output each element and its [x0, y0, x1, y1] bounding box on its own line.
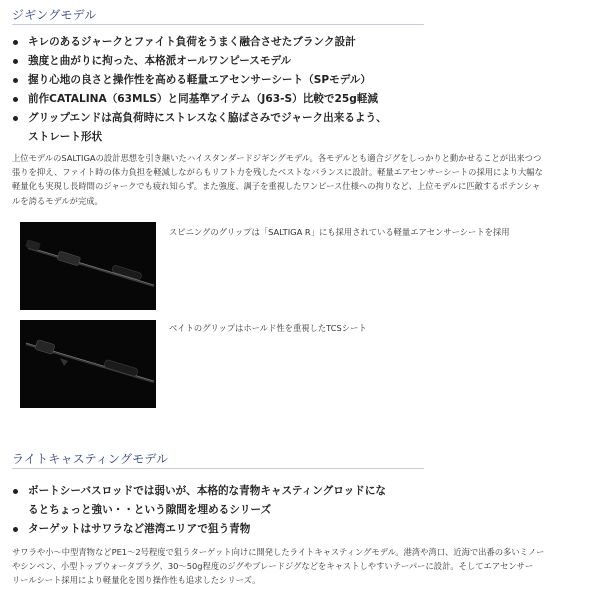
bullet-icon	[13, 78, 18, 83]
bullet-icon	[13, 527, 18, 532]
list-item	[12, 52, 387, 71]
bait-grip-caption: ベイトのグリップはホールド性を重視したTCSシート	[169, 323, 367, 333]
list-item	[12, 520, 386, 539]
section-divider	[12, 24, 424, 25]
bullet-icon	[13, 116, 18, 121]
list-item	[12, 71, 387, 90]
light-casting-section-title: ライトキャスティングモデル	[12, 452, 169, 466]
jigging-feature-list	[12, 33, 387, 147]
section-divider	[12, 468, 424, 469]
bullet-text: グリップエンドは高負荷時にストレスなく脇ばさみでジャーク出来るよう、 ストレート形状	[28, 112, 387, 143]
list-item	[12, 482, 386, 520]
spinning-grip-photo	[20, 222, 156, 310]
spinning-grip-caption: スピニングのグリップは「SALTIGA R」にも採用されている軽量エアセンサーシートを採用	[169, 227, 510, 237]
list-item	[12, 33, 387, 52]
bullet-icon	[13, 59, 18, 64]
bait-rod-image	[20, 320, 156, 408]
jigging-description: 上位モデルのSALTIGAの設計思想を引き継いたハイスタンダードジギングモデル。各モデルとも適合ジグをしっかりと動かせることが出来つつ 張りを抑え、ファイト時の体力負担を軽減しながらもリフト力を残したベストなバランスに設計。軽量エアセンサーシートの採用により大幅な 軽量化も実現し長時間のジャークでも疲れ知らず。また強度、調子を重視したワンピース仕様への拘りなど、上位モデルに匹敵するポテンシャ ルを誇るモデルが完成。	[12, 153, 543, 206]
bullet-text: ボートシーバスロッドでは弱いが、本格的な青物キャスティングロッドにな るとちょっと強い・・という隙間を埋めるシリーズ	[28, 485, 386, 516]
light-casting-feature-list	[12, 482, 386, 539]
bullet-text: キレのあるジャークとファイト負荷をうまく融合させたブランク設計	[28, 36, 356, 48]
bullet-icon	[13, 40, 18, 45]
bullet-text: 強度と曲がりに拘った、本格派オールワンピースモデル	[28, 55, 292, 67]
jigging-section-title: ジギングモデル	[12, 8, 97, 22]
list-item	[12, 109, 387, 147]
bullet-text: 前作CATALINA（63MLS）と同基準アイテム（J63-S）比較で25g軽減	[28, 93, 379, 105]
bait-grip-photo	[20, 320, 156, 408]
bullet-icon	[13, 97, 18, 102]
bullet-icon	[13, 489, 18, 494]
spinning-rod-image	[20, 222, 156, 310]
list-item	[12, 90, 387, 109]
bullet-text: ターゲットはサワラなど港湾エリアで狙う青物	[28, 523, 251, 535]
bullet-text: 握り心地の良さと操作性を高める軽量エアセンサーシート（SPモデル）	[28, 74, 371, 86]
light-casting-description: サワラや小〜中型青物などPE1〜2号程度で狙うターゲット向けに開発したライトキャスティングモデル。港湾や湾口、近海で出番の多いミノー やシンペン、小型トップウォータプラグ、30〜50g程度のジグやブレードジグなどをキャストしやすいテーパーに設計。そしてエアセンサー リールシート採用により軽量化を図り操作性も追求したシリーズ。	[12, 547, 545, 586]
